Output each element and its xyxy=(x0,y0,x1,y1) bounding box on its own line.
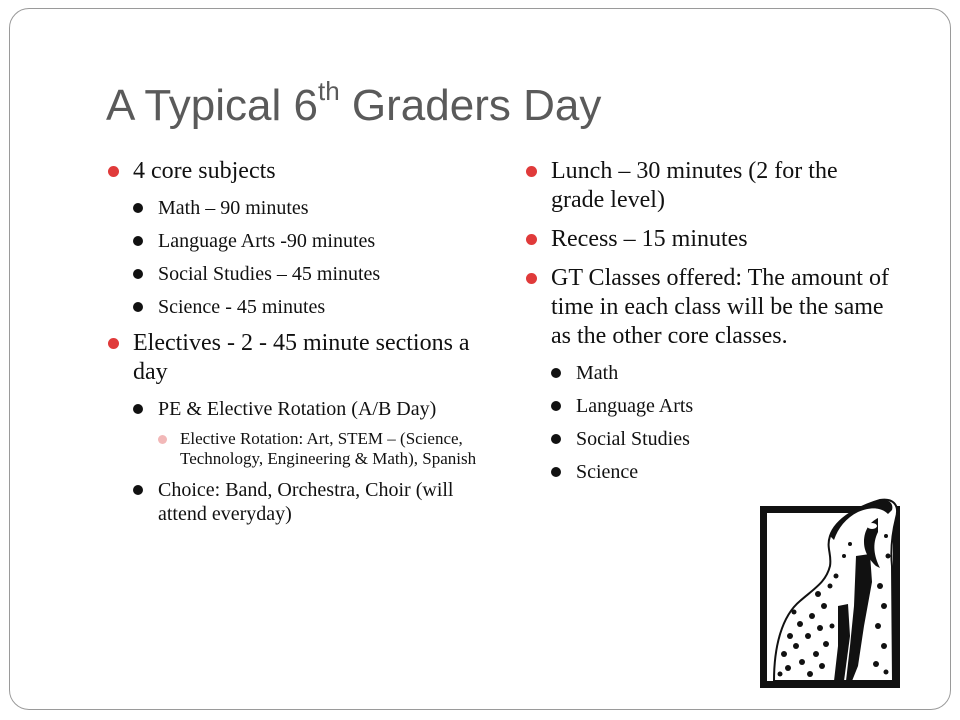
title-superscript: th xyxy=(318,76,340,106)
gt-classes-list xyxy=(551,361,896,484)
list-item xyxy=(133,295,493,319)
bullet-icon xyxy=(158,435,167,444)
bullet-icon xyxy=(551,467,561,477)
bullet-icon xyxy=(526,273,537,284)
list-item xyxy=(551,427,896,451)
title-rest: Graders Day xyxy=(339,81,602,130)
title-main: A Typical 6 xyxy=(106,81,318,130)
left-bullet-list xyxy=(108,157,493,526)
right-bullet-list xyxy=(526,157,896,484)
bullet-icon xyxy=(133,269,143,279)
language-arts-item-text: Language Arts -90 minutes xyxy=(158,230,376,252)
bullet-icon xyxy=(551,434,561,444)
list-item xyxy=(133,196,493,220)
electives-list xyxy=(133,397,493,526)
bullet-icon xyxy=(551,401,561,411)
bullet-icon xyxy=(133,236,143,246)
bullet-icon xyxy=(133,203,143,213)
list-item xyxy=(133,229,493,253)
gt-classes-text: GT Classes offered: The amount of time in each class will be the same as the other core classes. xyxy=(551,265,889,349)
core-subjects-label: 4 core subjects xyxy=(133,158,276,184)
gt-math-text: Math xyxy=(576,362,619,384)
electives-item xyxy=(108,329,493,526)
choice-text: Choice: Band, Orchestra, Choir (will attend everyday) xyxy=(158,479,454,525)
left-column xyxy=(108,157,493,536)
bullet-icon xyxy=(133,485,143,495)
choice-item xyxy=(133,478,493,526)
bullet-icon xyxy=(108,166,119,177)
rotation-item xyxy=(158,429,493,469)
list-item xyxy=(551,460,896,484)
recess-text: Recess – 15 minutes xyxy=(551,226,748,252)
recess-item xyxy=(526,225,896,254)
gt-science-text: Science xyxy=(576,461,639,483)
electives-label: Electives - 2 - 45 minute sections a day xyxy=(133,330,470,385)
core-subjects-list xyxy=(133,196,493,319)
lunch-text: Lunch – 30 minutes (2 for the grade level) xyxy=(551,158,838,213)
bullet-icon xyxy=(133,302,143,312)
core-subjects-item xyxy=(108,157,493,319)
rotation-list xyxy=(158,429,493,469)
list-item xyxy=(133,262,493,286)
list-item xyxy=(551,361,896,385)
slide-title xyxy=(106,76,602,130)
gt-classes-item xyxy=(526,264,896,484)
list-item xyxy=(551,394,896,418)
bullet-icon xyxy=(108,338,119,349)
bullet-icon xyxy=(526,166,537,177)
right-column xyxy=(526,157,896,494)
rotation-text: Elective Rotation: Art, STEM – (Science, Technology, Engineering & Math), Spanish xyxy=(180,429,477,468)
bullet-icon xyxy=(133,404,143,414)
pe-elective-text: PE & Elective Rotation (A/B Day) xyxy=(158,398,437,420)
bullet-icon xyxy=(526,234,537,245)
math-item-text: Math – 90 minutes xyxy=(158,197,309,219)
gt-social-studies-text: Social Studies xyxy=(576,428,690,450)
bullet-icon xyxy=(551,368,561,378)
social-studies-item-text: Social Studies – 45 minutes xyxy=(158,263,381,285)
cheetah-image xyxy=(760,496,900,688)
pe-elective-item xyxy=(133,397,493,469)
gt-language-arts-text: Language Arts xyxy=(576,395,694,417)
science-item-text: Science - 45 minutes xyxy=(158,296,326,318)
lunch-item xyxy=(526,157,896,215)
cheetah-icon xyxy=(760,496,900,688)
